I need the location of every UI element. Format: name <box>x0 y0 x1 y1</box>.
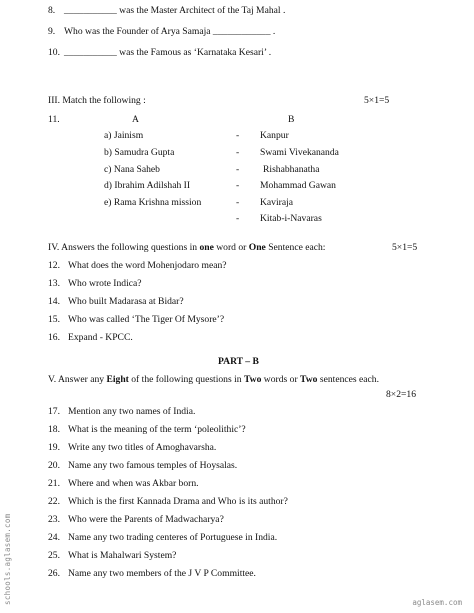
question-16-text: Expand - KPCC. <box>68 332 133 343</box>
question-9-text: Who was the Founder of Arya Samaja ____________ . <box>64 26 276 37</box>
question-10-number: 10. <box>48 47 60 58</box>
side-watermark: schools.aglasem.com <box>3 513 12 605</box>
match-dash: - <box>236 130 240 141</box>
question-8-text: ___________ was the Master Architect of the Taj Mahal . <box>64 5 286 16</box>
question-18-number: 18. <box>48 424 60 435</box>
match-b-item: Kaviraja <box>260 197 294 208</box>
match-b-item: Swami Vivekananda <box>260 147 339 158</box>
match-dash: - <box>236 213 240 224</box>
question-15-number: 15. <box>48 314 60 325</box>
corner-watermark: aglasem.com <box>412 598 462 607</box>
match-dash: - <box>236 180 240 191</box>
column-b-header: B <box>288 114 295 125</box>
question-20-number: 20. <box>48 460 60 471</box>
question-26-number: 26. <box>48 568 60 579</box>
question-22-text: Which is the first Kannada Drama and Who is its author? <box>68 496 288 507</box>
section-4-heading: IV. Answers the following questions in one word or One Sentence each: <box>48 242 326 253</box>
question-13-number: 13. <box>48 278 60 289</box>
section-5-marks: 8×2=16 <box>386 389 417 400</box>
match-a-item: e) Rama Krishna mission <box>104 197 202 208</box>
match-b-item: Kanpur <box>260 130 289 141</box>
match-b-item: Mohammad Gawan <box>260 180 336 191</box>
question-19-text: Write any two titles of Amoghavarsha. <box>68 442 217 453</box>
question-11-number: 11. <box>48 114 60 125</box>
question-19-number: 19. <box>48 442 60 453</box>
question-12-number: 12. <box>48 260 60 271</box>
question-14-number: 14. <box>48 296 60 307</box>
part-b-title: PART – B <box>218 356 259 367</box>
section-3-heading: III. Match the following : <box>48 95 146 106</box>
question-14-text: Who built Madarasa at Bidar? <box>68 296 184 307</box>
section-3-marks: 5×1=5 <box>364 95 390 106</box>
question-9-number: 9. <box>48 26 56 37</box>
question-12-text: What does the word Mohenjodaro mean? <box>68 260 227 271</box>
match-dash: - <box>236 164 240 175</box>
question-25-text: What is Mahalwari System? <box>68 550 177 561</box>
match-a-item: c) Nana Saheb <box>104 164 160 175</box>
question-13-text: Who wrote Indica? <box>68 278 142 289</box>
question-24-number: 24. <box>48 532 60 543</box>
question-20-text: Name any two famous temples of Hoysalas. <box>68 460 238 471</box>
question-15-text: Who was called ‘The Tiger Of Mysore’? <box>68 314 225 325</box>
question-21-text: Where and when was Akbar born. <box>68 478 199 489</box>
question-26-text: Name any two members of the J V P Committee. <box>68 568 256 579</box>
question-8-number: 8. <box>48 5 56 16</box>
match-b-item: Rishabhanatha <box>263 164 320 175</box>
match-dash: - <box>236 197 240 208</box>
match-a-item: d) Ibrahim Adilshah II <box>104 180 191 191</box>
question-25-number: 25. <box>48 550 60 561</box>
question-10-text: ___________ was the Famous as ‘Karnataka Kesari’ . <box>64 47 272 58</box>
question-21-number: 21. <box>48 478 60 489</box>
match-dash: - <box>236 147 240 158</box>
question-17-number: 17. <box>48 406 60 417</box>
question-16-number: 16. <box>48 332 60 343</box>
match-a-item: a) Jainism <box>104 130 144 141</box>
question-24-text: Name any two trading centeres of Portuguese in India. <box>68 532 278 543</box>
question-23-text: Who were the Parents of Madwacharya? <box>68 514 224 525</box>
question-17-text: Mention any two names of India. <box>68 406 196 417</box>
match-a-item: b) Samudra Gupta <box>104 147 175 158</box>
match-b-item: Kitab-i-Navaras <box>260 213 322 224</box>
section-5-heading: V. Answer any Eight of the following questions in Two words or Two sentences each. <box>48 374 379 385</box>
question-23-number: 23. <box>48 514 60 525</box>
question-18-text: What is the meaning of the term ‘poleolithic’? <box>68 424 246 435</box>
column-a-header: A <box>132 114 139 125</box>
question-22-number: 22. <box>48 496 60 507</box>
section-4-marks: 5×1=5 <box>392 242 418 253</box>
